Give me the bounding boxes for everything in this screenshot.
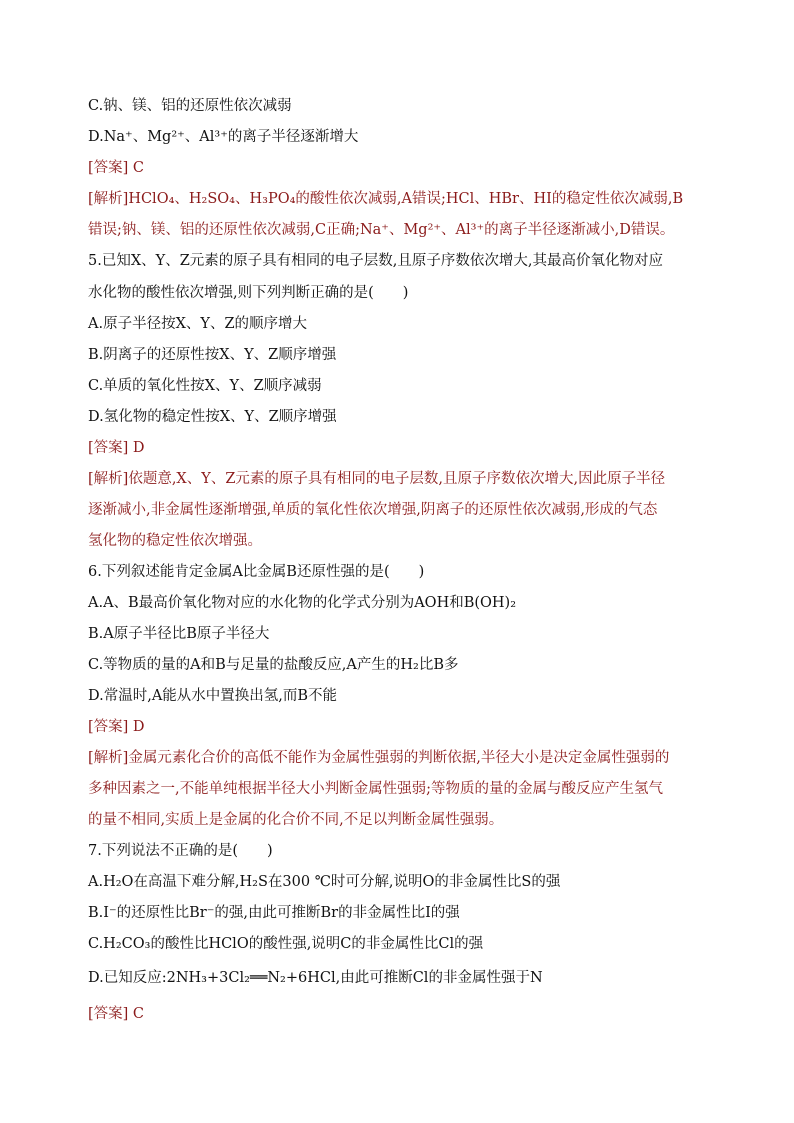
q4-answer: [答案] C	[88, 160, 145, 176]
q5-analysis-line-1: [解析]依题意,X、Y、Z元素的原子具有相同的电子层数,且原子序数依次增大,因此原子半径	[88, 471, 666, 487]
q6-option-c: C.等物质的量的A和B与足量的盐酸反应,A产生的H₂比B多	[88, 657, 459, 673]
q5-option-c: C.单质的氧化性按X、Y、Z顺序减弱	[88, 378, 322, 394]
q4-analysis-line-2: 错误;钠、镁、铝的还原性依次减弱,C正确;Na⁺、Mg²⁺、Al³⁺的离子半径逐渐减小,D错误。	[88, 222, 675, 238]
q6-analysis-line-3: 的量不相同,实质上是金属的化合价不同,不足以判断金属性强弱。	[88, 812, 504, 828]
q5-stem-line-2: 水化物的酸性依次增强,则下列判断正确的是( )	[88, 285, 409, 301]
q5-answer: [答案] D	[88, 440, 145, 456]
q6-stem: 6.下列叙述能肯定金属A比金属B还原性强的是( )	[88, 564, 425, 580]
q5-analysis-line-2: 逐渐减小,非金属性逐渐增强,单质的氧化性依次增强,阴离子的还原性依次减弱,形成的气态	[88, 502, 658, 518]
q5-option-a: A.原子半径按X、Y、Z的顺序增大	[88, 316, 308, 332]
q6-analysis-line-1: [解析]金属元素化合价的高低不能作为金属性强弱的判断依据,半径大小是决定金属性强弱的	[88, 750, 670, 766]
q7-option-b: B.I⁻的还原性比Br⁻的强,由此可推断Br的非金属性比I的强	[88, 905, 460, 921]
q5-analysis-line-3: 氢化物的稳定性依次增强。	[88, 533, 262, 549]
q7-option-d: D.已知反应:2NH₃+3Cl₂══N₂+6HCl,由此可推断Cl的非金属性强于N	[88, 970, 543, 986]
q5-stem-line-1: 5.已知X、Y、Z元素的原子具有相同的电子层数,且原子序数依次增大,其最高价氧化物对应	[88, 253, 664, 269]
q7-answer: [答案] C	[88, 1006, 145, 1022]
q4-analysis-line-1: [解析]HClO₄、H₂SO₄、H₃PO₄的酸性依次减弱,A错误;HCl、HBr、HI的稳定性依次减弱,B	[88, 191, 684, 207]
q5-option-b: B.阴离子的还原性按X、Y、Z顺序增强	[88, 347, 337, 363]
q6-answer: [答案] D	[88, 719, 145, 735]
q4-option-c: C.钠、镁、铝的还原性依次减弱	[88, 98, 292, 114]
q6-option-d: D.常温时,A能从水中置换出氢,而B不能	[88, 688, 338, 704]
q6-option-b: B.A原子半径比B原子半径大	[88, 626, 270, 642]
q4-option-d: D.Na⁺、Mg²⁺、Al³⁺的离子半径逐渐增大	[88, 129, 359, 145]
q7-stem: 7.下列说法不正确的是( )	[88, 843, 273, 859]
q6-option-a: A.A、B最高价氧化物对应的水化物的化学式分别为AOH和B(OH)₂	[88, 595, 517, 611]
q5-option-d: D.氢化物的稳定性按X、Y、Z顺序增强	[88, 409, 337, 425]
q7-option-a: A.H₂O在高温下难分解,H₂S在300 ℃时可分解,说明O的非金属性比S的强	[88, 874, 561, 890]
q7-option-c: C.H₂CO₃的酸性比HClO的酸性强,说明C的非金属性比Cl的强	[88, 936, 484, 952]
q6-analysis-line-2: 多种因素之一,不能单纯根据半径大小判断金属性强弱;等物质的量的金属与酸反应产生氢气	[88, 781, 663, 797]
